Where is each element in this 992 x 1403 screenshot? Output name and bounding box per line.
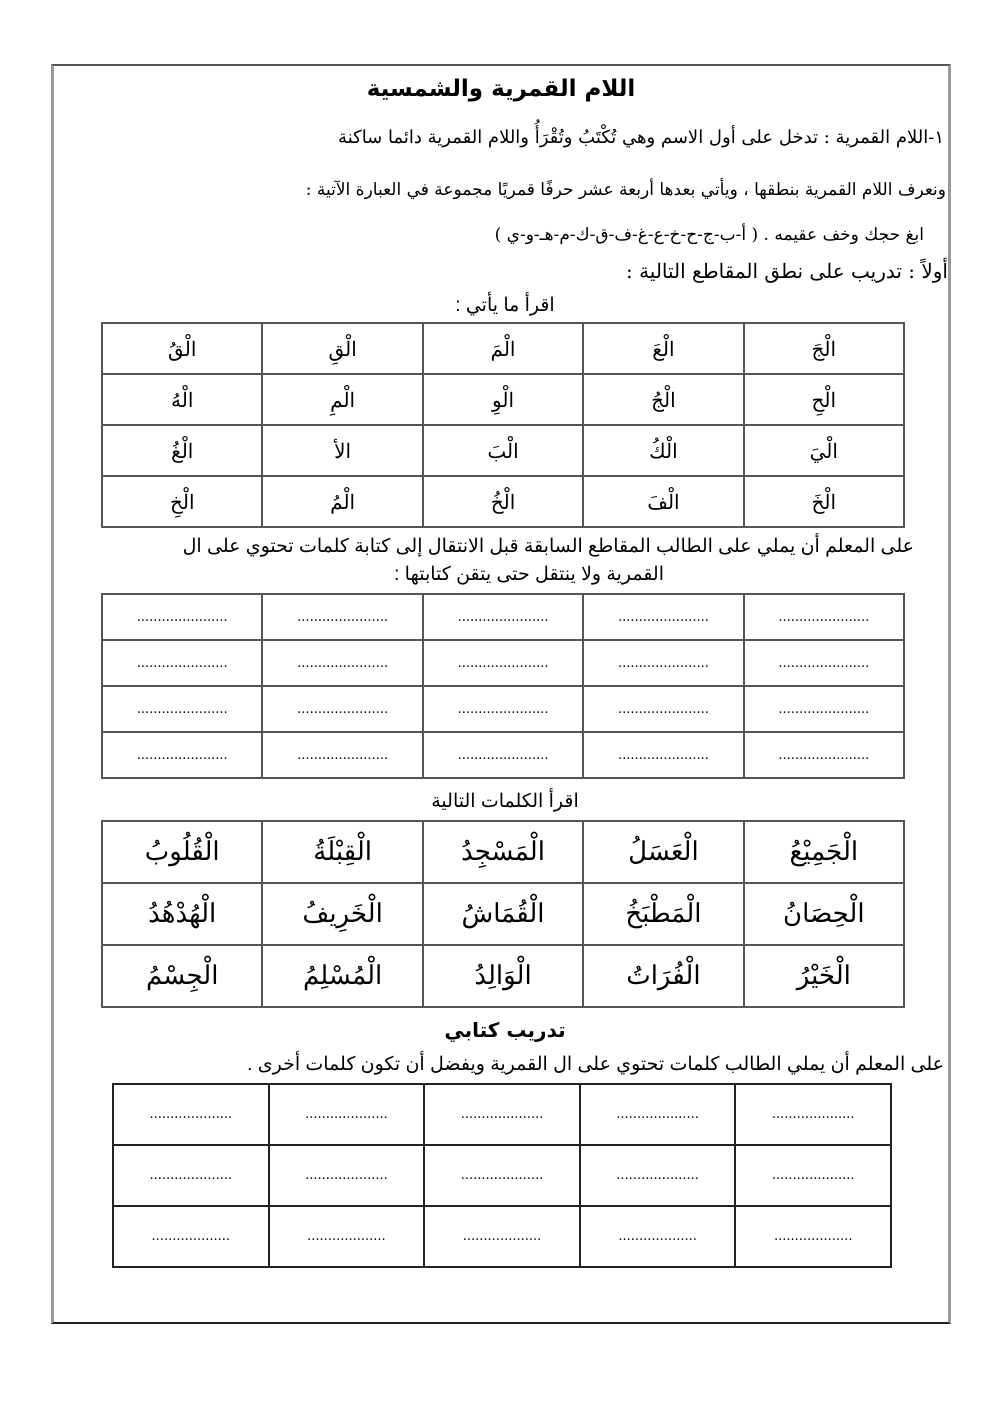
syllable-cell: الْجَ (744, 323, 904, 374)
writing-blank[interactable]: .................... (580, 1084, 736, 1145)
writing-blank[interactable]: .................... (580, 1145, 736, 1206)
writing-blank[interactable]: ................... (735, 1206, 891, 1267)
writing-blank[interactable]: ...................... (744, 732, 904, 778)
writing-blank[interactable]: ...................... (583, 732, 743, 778)
writing-blank[interactable]: ...................... (262, 686, 422, 732)
word-cell: الْوَالِدُ (423, 945, 583, 1007)
table-row (113, 1145, 891, 1206)
word-cell: الْعَسَلُ (583, 821, 743, 883)
writing-blank[interactable]: ...................... (423, 732, 583, 778)
section1-read-label: اقرأ ما يأتي : (455, 295, 555, 316)
writing-blank[interactable]: ...................... (583, 686, 743, 732)
writing-blank[interactable]: .................... (113, 1145, 269, 1206)
word-cell: الْمَسْجِدُ (423, 821, 583, 883)
syllable-cell: الْمَ (423, 323, 583, 374)
writing-blank[interactable]: ...................... (262, 732, 422, 778)
writing-blank[interactable]: .................... (113, 1084, 269, 1145)
syllable-cell: الْيَ (744, 425, 904, 476)
word-cell: الْجِسْمُ (102, 945, 262, 1007)
table-row (113, 1206, 891, 1267)
syllable-cell: الْوِ (423, 374, 583, 425)
writing-blank[interactable]: .................... (424, 1145, 580, 1206)
syllable-cell: الْعَ (583, 323, 743, 374)
syllable-cell: الْكُ (583, 425, 743, 476)
syllable-cell: الْخَ (744, 476, 904, 527)
syllable-cell: الْخِ (102, 476, 262, 527)
word-cell: الْخَيْرُ (744, 945, 904, 1007)
syllables-table (101, 322, 905, 528)
syllable-cell: الْجُ (583, 374, 743, 425)
word-cell: الْهُدْهُدُ (102, 883, 262, 945)
writing-blank[interactable]: ................... (269, 1206, 425, 1267)
dictation1-table (101, 593, 905, 779)
writing-blank[interactable]: ................... (580, 1206, 736, 1267)
syllable-cell: الْبَ (423, 425, 583, 476)
writing-blank[interactable]: .................... (269, 1084, 425, 1145)
word-cell: الْفُرَاتُ (583, 945, 743, 1007)
dictation1-instruction-line-1: على المعلم أن يملي على الطالب المقاطع السابقة قبل الانتقال إلى كتابة كلمات تحتوي على ال (182, 536, 914, 557)
section3-heading: تدريب كتابي (444, 1018, 566, 1042)
word-cell: الْقِبْلَةُ (262, 821, 422, 883)
dictation1-instruction-line-2: القمرية ولا ينتقل حتى يتقن كتابتها : (394, 564, 664, 585)
syllable-cell: الْحِ (744, 374, 904, 425)
table-row (102, 323, 904, 374)
table-row (113, 1084, 891, 1145)
word-cell: الْمَطْبَخُ (583, 883, 743, 945)
word-cell: الْجَمِيْعُ (744, 821, 904, 883)
table-row (102, 883, 904, 945)
intro-line-3-letters: ابغ حجك وخف عقيمه . ( أ-ب-ج-ح-خ-ع-غ-ف-ق-ك-م-هـ-و-ي ) (494, 225, 924, 245)
section3-instruction: على المعلم أن يملي الطالب كلمات تحتوي على ال القمرية ويفضل أن تكون كلمات أخرى . (247, 1054, 944, 1075)
writing-blank[interactable]: ...................... (583, 594, 743, 640)
writing-blank[interactable]: ...................... (102, 732, 262, 778)
writing-blank[interactable]: ...................... (583, 640, 743, 686)
syllable-cell: الْقِ (262, 323, 422, 374)
writing-blank[interactable]: ...................... (744, 640, 904, 686)
intro-line-1: ١-اللام القمرية : تدخل على أول الاسم وهي تُكْتَبُ وتُقْرَأُ واللام القمرية دائما ساكنة (338, 127, 944, 148)
writing-blank[interactable]: .................... (269, 1145, 425, 1206)
syllable-cell: الْخُ (423, 476, 583, 527)
table-row (102, 374, 904, 425)
section1-heading: أولاً : تدريب على نطق المقاطع التالية : (625, 259, 948, 283)
intro-line-2: ونعرف اللام القمرية بنطقها ، ويأتي بعدها أربعة عشر حرفًا قمريًا مجموعة في العبارة الآتية : (305, 180, 946, 200)
syllable-cell: الْفَ (583, 476, 743, 527)
table-row (102, 821, 904, 883)
syllable-cell: الْهُ (102, 374, 262, 425)
writing-blank[interactable]: ................... (113, 1206, 269, 1267)
writing-blank[interactable]: ...................... (744, 594, 904, 640)
syllable-cell: الْغُ (102, 425, 262, 476)
table-row (102, 425, 904, 476)
words-table (101, 820, 905, 1008)
writing-blank[interactable]: ...................... (102, 640, 262, 686)
writing-blank[interactable]: ...................... (744, 686, 904, 732)
writing-blank[interactable]: ...................... (423, 640, 583, 686)
table-row (102, 476, 904, 527)
writing-blank[interactable]: ...................... (423, 594, 583, 640)
syllable-cell: الْمِ (262, 374, 422, 425)
writing-blank[interactable]: ...................... (262, 640, 422, 686)
writing-blank[interactable]: .................... (735, 1145, 891, 1206)
page-title: اللام القمرية والشمسية (366, 76, 636, 102)
syllable-cell: الْقُ (102, 323, 262, 374)
table-row (102, 594, 904, 640)
writing-blank[interactable]: ...................... (423, 686, 583, 732)
word-cell: الْمُسْلِمُ (262, 945, 422, 1007)
syllable-cell: الْمُ (262, 476, 422, 527)
word-cell: الْخَرِيفُ (262, 883, 422, 945)
word-cell: الْقُلُوبُ (102, 821, 262, 883)
table-row (102, 640, 904, 686)
writing-blank[interactable]: ................... (424, 1206, 580, 1267)
writing-blank[interactable]: .................... (424, 1084, 580, 1145)
syllable-cell: الأ (262, 425, 422, 476)
table-row (102, 945, 904, 1007)
word-cell: الْحِصَانُ (744, 883, 904, 945)
writing-blank[interactable]: ...................... (102, 686, 262, 732)
table-row (102, 686, 904, 732)
writing-blank[interactable]: ...................... (102, 594, 262, 640)
writing-practice-table (112, 1083, 892, 1268)
table-row (102, 732, 904, 778)
writing-blank[interactable]: .................... (735, 1084, 891, 1145)
writing-blank[interactable]: ...................... (262, 594, 422, 640)
word-cell: الْقُمَاشُ (423, 883, 583, 945)
section2-read-label: اقرأ الكلمات التالية (431, 791, 579, 812)
